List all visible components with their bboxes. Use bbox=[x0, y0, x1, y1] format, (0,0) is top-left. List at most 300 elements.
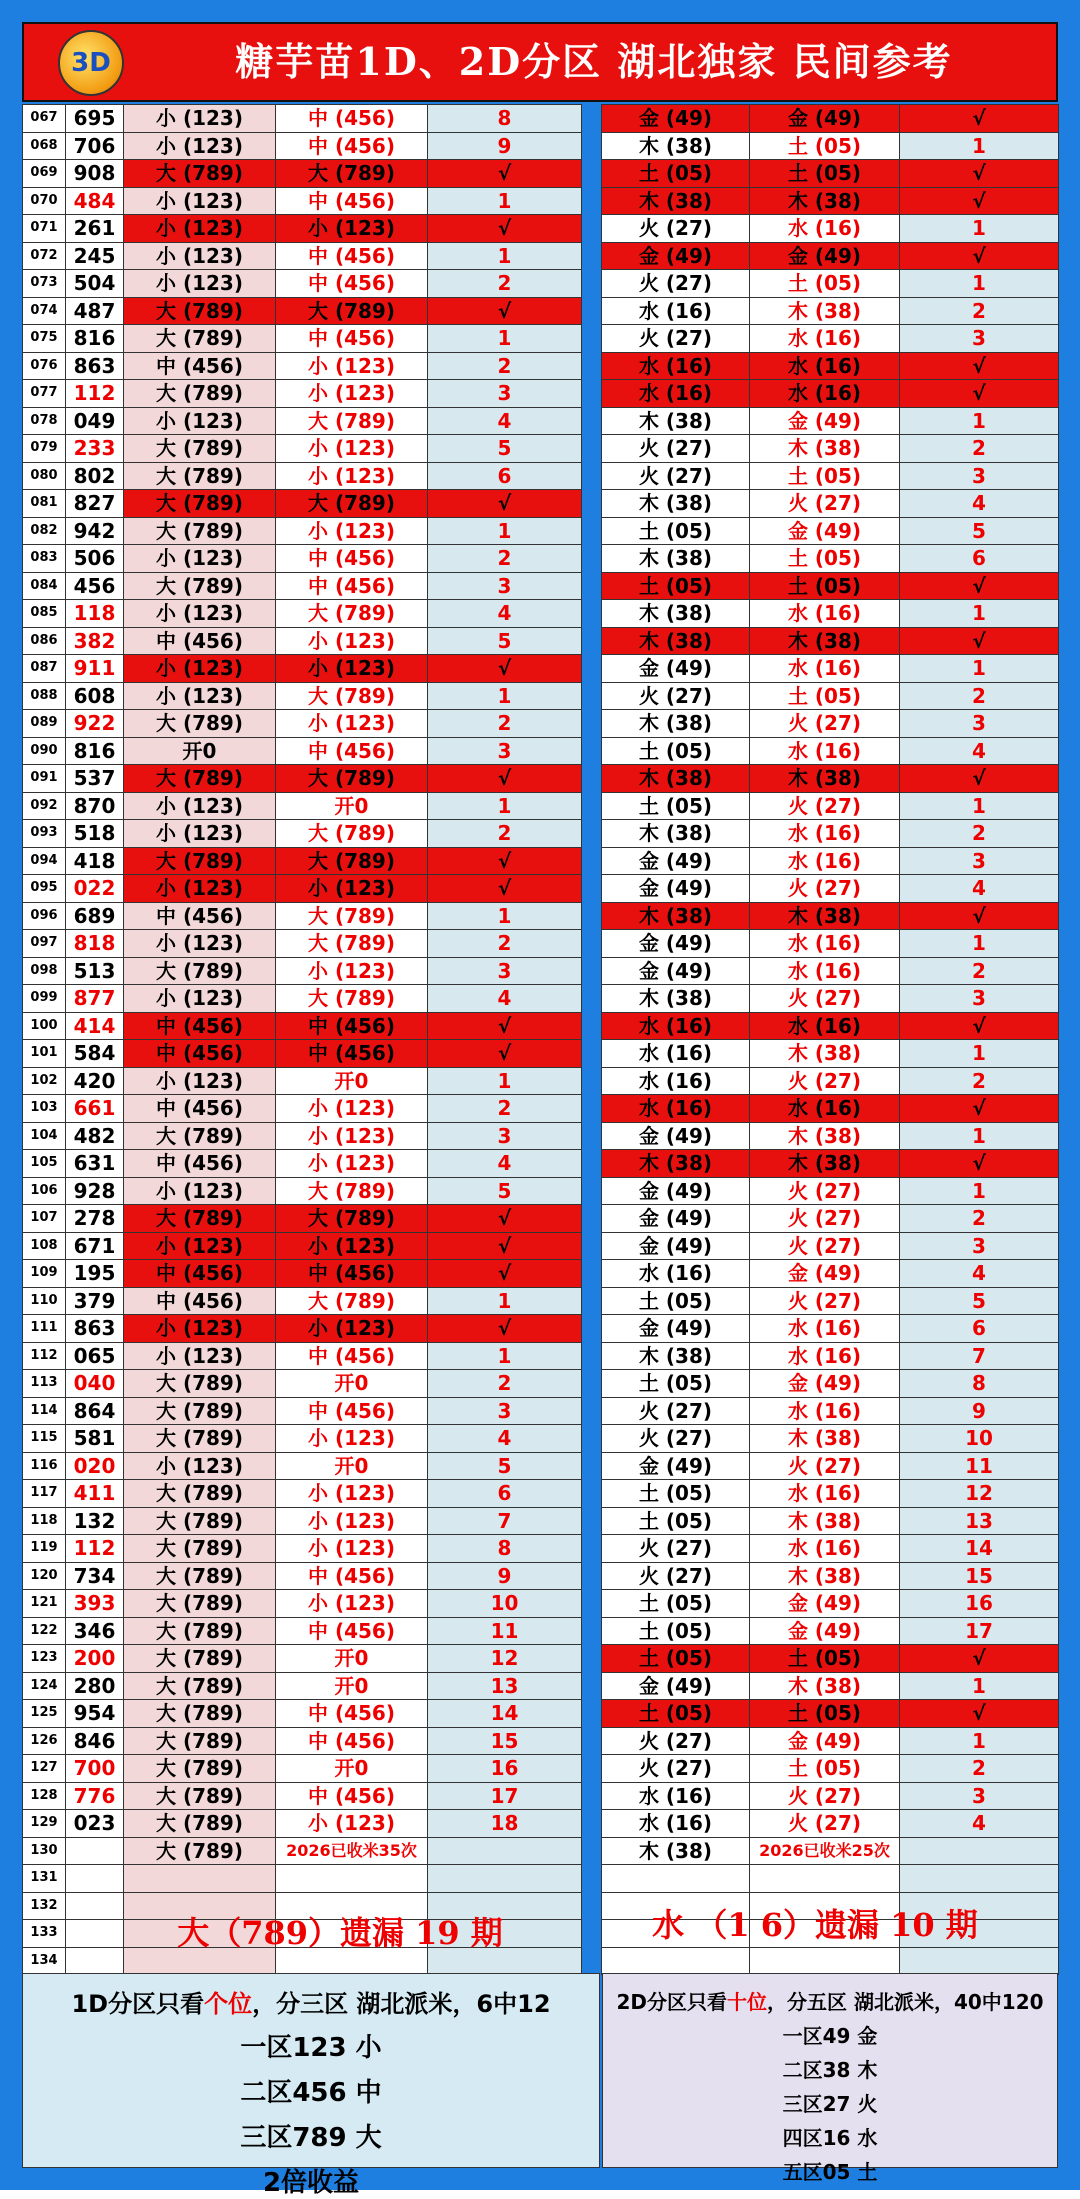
right-col3-cell: 4 bbox=[900, 737, 1059, 765]
column-gap bbox=[582, 1012, 602, 1040]
table-row bbox=[23, 985, 1059, 1013]
period-cell: 116 bbox=[23, 1452, 66, 1480]
table-row bbox=[23, 1232, 1059, 1260]
column-gap bbox=[582, 1205, 602, 1233]
left-col2-cell: 中 (456) bbox=[276, 105, 428, 133]
right-col3-cell: 1 bbox=[900, 215, 1059, 243]
left-col3-cell: 2 bbox=[428, 270, 582, 298]
right-col3-cell: 15 bbox=[900, 1562, 1059, 1590]
draw-cell: 506 bbox=[66, 545, 124, 573]
period-cell: 123 bbox=[23, 1645, 66, 1673]
right-note-heading bbox=[603, 1986, 1057, 2015]
right-col3-cell: 1 bbox=[900, 1040, 1059, 1068]
left-col3-cell: 5 bbox=[428, 1452, 582, 1480]
table-row bbox=[23, 407, 1059, 435]
left-col1-cell: 中 (456) bbox=[124, 1260, 276, 1288]
column-gap bbox=[582, 1590, 602, 1618]
table-row bbox=[23, 1012, 1059, 1040]
left-col2-cell: 大 (789) bbox=[276, 847, 428, 875]
right-col3-cell: 1 bbox=[900, 407, 1059, 435]
right-col2-cell: 木 (38) bbox=[750, 1150, 900, 1178]
left-col1-cell: 中 (456) bbox=[124, 1287, 276, 1315]
right-col3-cell: √ bbox=[900, 187, 1059, 215]
left-col3-cell: 18 bbox=[428, 1810, 582, 1838]
left-col3-cell: √ bbox=[428, 1205, 582, 1233]
right-col2-cell: 木 (38) bbox=[750, 765, 900, 793]
table-row bbox=[23, 902, 1059, 930]
right-col1-cell: 水 (16) bbox=[602, 1260, 750, 1288]
left-col3-cell: 6 bbox=[428, 1480, 582, 1508]
column-gap bbox=[582, 847, 602, 875]
left-col3-cell: 1 bbox=[428, 1287, 582, 1315]
right-col1-cell: 火 (27) bbox=[602, 462, 750, 490]
left-col1-cell: 大 (789) bbox=[124, 1645, 276, 1673]
left-col2-cell: 开0 bbox=[276, 1672, 428, 1700]
left-col2-cell bbox=[276, 1865, 428, 1893]
right-col1-cell: 水 (16) bbox=[602, 297, 750, 325]
period-cell: 106 bbox=[23, 1177, 66, 1205]
left-col2-cell: 开0 bbox=[276, 1755, 428, 1783]
right-col1-cell: 木 (38) bbox=[602, 985, 750, 1013]
column-gap bbox=[582, 1810, 602, 1838]
column-gap bbox=[582, 820, 602, 848]
right-col1-cell: 土 (05) bbox=[602, 517, 750, 545]
right-note-line: 二区38 木 bbox=[782, 2058, 878, 2082]
left-col3-cell: 3 bbox=[428, 1122, 582, 1150]
period-cell: 134 bbox=[23, 1947, 66, 1975]
draw-cell: 816 bbox=[66, 737, 124, 765]
left-col1-cell: 小 (123) bbox=[124, 1342, 276, 1370]
period-cell: 078 bbox=[23, 407, 66, 435]
left-col3-cell: 5 bbox=[428, 627, 582, 655]
left-col3-cell: 4 bbox=[428, 407, 582, 435]
table-row bbox=[23, 1755, 1059, 1783]
left-col1-cell: 大 (789) bbox=[124, 1837, 276, 1865]
right-col1-cell: 木 (38) bbox=[602, 627, 750, 655]
table-row bbox=[23, 380, 1059, 408]
right-col1-cell: 金 (49) bbox=[602, 957, 750, 985]
draw-cell: 484 bbox=[66, 187, 124, 215]
right-col2-cell: 木 (38) bbox=[750, 1040, 900, 1068]
column-gap bbox=[582, 325, 602, 353]
right-col1-cell: 土 (05) bbox=[602, 1700, 750, 1728]
left-col3-cell: 3 bbox=[428, 957, 582, 985]
left-col2-cell: 小 (123) bbox=[276, 1232, 428, 1260]
period-cell: 105 bbox=[23, 1150, 66, 1178]
left-col3-cell: 4 bbox=[428, 1425, 582, 1453]
left-col1-cell: 大 (789) bbox=[124, 957, 276, 985]
right-col1-cell bbox=[602, 1865, 750, 1893]
right-col1-cell: 火 (27) bbox=[602, 1562, 750, 1590]
left-col1-cell: 大 (789) bbox=[124, 1755, 276, 1783]
left-col3-cell: 4 bbox=[428, 600, 582, 628]
left-col2-cell: 大 (789) bbox=[276, 600, 428, 628]
table-row bbox=[23, 105, 1059, 133]
right-col3-cell: 4 bbox=[900, 1260, 1059, 1288]
right-col2-cell: 土 (05) bbox=[750, 1645, 900, 1673]
period-cell: 076 bbox=[23, 352, 66, 380]
right-col3-cell bbox=[900, 1865, 1059, 1893]
left-col1-cell: 大 (789) bbox=[124, 1425, 276, 1453]
table-row bbox=[23, 187, 1059, 215]
left-col3-cell: √ bbox=[428, 1232, 582, 1260]
right-col2-cell: 金 (49) bbox=[750, 105, 900, 133]
left-col2-cell: 小 (123) bbox=[276, 352, 428, 380]
right-col1-cell: 水 (16) bbox=[602, 1040, 750, 1068]
draw-cell: 118 bbox=[66, 600, 124, 628]
table-row bbox=[23, 352, 1059, 380]
left-col3-cell: 2 bbox=[428, 1370, 582, 1398]
period-cell: 104 bbox=[23, 1122, 66, 1150]
right-note-line: 五区05 土 bbox=[782, 2160, 878, 2184]
period-cell: 120 bbox=[23, 1562, 66, 1590]
right-col3-cell: 4 bbox=[900, 490, 1059, 518]
right-col3-cell: √ bbox=[900, 1700, 1059, 1728]
column-gap bbox=[582, 1535, 602, 1563]
left-col1-cell: 小 (123) bbox=[124, 270, 276, 298]
draw-cell: 846 bbox=[66, 1727, 124, 1755]
left-col1-cell: 小 (123) bbox=[124, 132, 276, 160]
right-col1-cell: 木 (38) bbox=[602, 600, 750, 628]
left-col1-cell: 大 (789) bbox=[124, 1507, 276, 1535]
table-row bbox=[23, 1205, 1059, 1233]
draw-cell: 877 bbox=[66, 985, 124, 1013]
left-note-text-c: ，分三区 湖北派米，6中12 bbox=[252, 1990, 551, 2018]
left-col1-cell: 小 (123) bbox=[124, 105, 276, 133]
right-col1-cell: 火 (27) bbox=[602, 215, 750, 243]
draw-cell: 734 bbox=[66, 1562, 124, 1590]
left-col1-cell: 小 (123) bbox=[124, 407, 276, 435]
right-col1-cell: 水 (16) bbox=[602, 352, 750, 380]
table-row bbox=[23, 1260, 1059, 1288]
left-col3-cell: 3 bbox=[428, 572, 582, 600]
draw-cell: 908 bbox=[66, 160, 124, 188]
right-col3-cell: √ bbox=[900, 1645, 1059, 1673]
right-col2-cell: 火 (27) bbox=[750, 1177, 900, 1205]
table-row bbox=[23, 820, 1059, 848]
draw-cell: 022 bbox=[66, 875, 124, 903]
draw-cell: 776 bbox=[66, 1782, 124, 1810]
left-col1-cell: 中 (456) bbox=[124, 902, 276, 930]
left-col2-cell: 中 (456) bbox=[276, 1700, 428, 1728]
period-cell: 108 bbox=[23, 1232, 66, 1260]
table-row bbox=[23, 215, 1059, 243]
period-cell: 093 bbox=[23, 820, 66, 848]
right-col3-cell: 1 bbox=[900, 655, 1059, 683]
left-col3-cell: 11 bbox=[428, 1617, 582, 1645]
left-col1-cell: 大 (789) bbox=[124, 1535, 276, 1563]
left-col1-cell: 大 (789) bbox=[124, 1370, 276, 1398]
right-col3-cell: 11 bbox=[900, 1452, 1059, 1480]
left-note-line: 一区123 小 bbox=[240, 2033, 382, 2063]
column-gap bbox=[582, 1892, 602, 1920]
right-col1-cell bbox=[602, 1947, 750, 1975]
right-col2-cell: 木 (38) bbox=[750, 1562, 900, 1590]
right-col3-cell: 2 bbox=[900, 435, 1059, 463]
logo-icon bbox=[58, 30, 124, 96]
period-cell: 095 bbox=[23, 875, 66, 903]
right-col3-cell: 5 bbox=[900, 1287, 1059, 1315]
column-gap bbox=[582, 105, 602, 133]
column-gap bbox=[582, 1260, 602, 1288]
left-col1-cell: 小 (123) bbox=[124, 1177, 276, 1205]
right-col3-cell: 16 bbox=[900, 1590, 1059, 1618]
period-cell: 101 bbox=[23, 1040, 66, 1068]
right-miss-banner: 水 （1 6）遗漏 10 期 bbox=[652, 1906, 978, 1944]
left-col1-cell: 大 (789) bbox=[124, 1672, 276, 1700]
draw-cell bbox=[66, 1920, 124, 1948]
draw-cell: 864 bbox=[66, 1397, 124, 1425]
left-col1-cell: 小 (123) bbox=[124, 682, 276, 710]
draw-cell: 261 bbox=[66, 215, 124, 243]
right-col1-cell: 土 (05) bbox=[602, 1590, 750, 1618]
draw-cell: 112 bbox=[66, 1535, 124, 1563]
column-gap bbox=[582, 930, 602, 958]
right-col2-cell: 火 (27) bbox=[750, 1287, 900, 1315]
left-note-text-b: 个位 bbox=[204, 1990, 253, 2018]
left-col1-cell: 小 (123) bbox=[124, 985, 276, 1013]
right-col1-cell: 木 (38) bbox=[602, 1837, 750, 1865]
left-col2-cell: 小 (123) bbox=[276, 1122, 428, 1150]
left-col1-cell: 大 (789) bbox=[124, 1617, 276, 1645]
left-col1-cell: 小 (123) bbox=[124, 242, 276, 270]
right-col3-cell: √ bbox=[900, 242, 1059, 270]
table-row bbox=[23, 1837, 1059, 1865]
left-col3-cell: √ bbox=[428, 847, 582, 875]
right-col1-cell: 火 (27) bbox=[602, 1535, 750, 1563]
left-col3-cell: 3 bbox=[428, 737, 582, 765]
left-col1-cell: 小 (123) bbox=[124, 930, 276, 958]
left-col2-cell: 中 (456) bbox=[276, 1617, 428, 1645]
left-col3-cell: 4 bbox=[428, 1150, 582, 1178]
left-col1-cell: 小 (123) bbox=[124, 655, 276, 683]
left-col1-cell: 中 (456) bbox=[124, 352, 276, 380]
right-col2-cell: 水 (16) bbox=[750, 1535, 900, 1563]
right-col1-cell: 金 (49) bbox=[602, 1177, 750, 1205]
period-cell: 074 bbox=[23, 297, 66, 325]
period-cell: 073 bbox=[23, 270, 66, 298]
right-col1-cell: 金 (49) bbox=[602, 1122, 750, 1150]
draw-cell: 671 bbox=[66, 1232, 124, 1260]
left-col2-cell: 小 (123) bbox=[276, 215, 428, 243]
period-cell: 072 bbox=[23, 242, 66, 270]
draw-cell bbox=[66, 1892, 124, 1920]
draw-cell: 537 bbox=[66, 765, 124, 793]
right-col3-cell: 2 bbox=[900, 957, 1059, 985]
left-col3-cell: √ bbox=[428, 160, 582, 188]
header-banner bbox=[22, 22, 1058, 102]
right-col1-cell: 水 (16) bbox=[602, 1012, 750, 1040]
left-col3-cell: 1 bbox=[428, 187, 582, 215]
table-row bbox=[23, 1672, 1059, 1700]
table-row bbox=[23, 490, 1059, 518]
period-cell: 071 bbox=[23, 215, 66, 243]
left-col2-cell: 大 (789) bbox=[276, 407, 428, 435]
page-title: 糖芋苗1D、2D分区 湖北独家 民间参考 bbox=[235, 39, 953, 84]
draw-cell: 954 bbox=[66, 1700, 124, 1728]
draw-cell: 870 bbox=[66, 792, 124, 820]
right-col2-cell: 木 (38) bbox=[750, 1507, 900, 1535]
draw-cell: 802 bbox=[66, 462, 124, 490]
table-row bbox=[23, 1562, 1059, 1590]
left-col2-cell: 中 (456) bbox=[276, 242, 428, 270]
left-col1-cell: 大 (789) bbox=[124, 325, 276, 353]
left-col2-cell: 中 (456) bbox=[276, 1342, 428, 1370]
period-cell: 086 bbox=[23, 627, 66, 655]
right-col2-cell: 木 (38) bbox=[750, 1425, 900, 1453]
right-col1-cell: 水 (16) bbox=[602, 1810, 750, 1838]
draw-cell: 816 bbox=[66, 325, 124, 353]
right-col1-cell: 木 (38) bbox=[602, 820, 750, 848]
right-col2-cell: 水 (16) bbox=[750, 380, 900, 408]
right-col1-cell: 金 (49) bbox=[602, 655, 750, 683]
right-note-line: 三区27 火 bbox=[782, 2092, 878, 2116]
right-col1-cell: 土 (05) bbox=[602, 1617, 750, 1645]
draw-cell: 278 bbox=[66, 1205, 124, 1233]
right-col3-cell: 3 bbox=[900, 1232, 1059, 1260]
right-col1-cell: 金 (49) bbox=[602, 1205, 750, 1233]
right-col1-cell: 金 (49) bbox=[602, 105, 750, 133]
left-col3-cell: √ bbox=[428, 1260, 582, 1288]
right-col2-cell: 水 (16) bbox=[750, 215, 900, 243]
draw-cell: 504 bbox=[66, 270, 124, 298]
left-col3-cell: 2 bbox=[428, 710, 582, 738]
right-col1-cell: 金 (49) bbox=[602, 930, 750, 958]
column-gap bbox=[582, 1617, 602, 1645]
column-gap bbox=[582, 875, 602, 903]
right-col3-cell: 2 bbox=[900, 682, 1059, 710]
left-col2-cell: 中 (456) bbox=[276, 1727, 428, 1755]
left-col1-cell: 小 (123) bbox=[124, 792, 276, 820]
right-col2-cell: 火 (27) bbox=[750, 1232, 900, 1260]
left-col2-cell: 开0 bbox=[276, 1370, 428, 1398]
draw-cell: 245 bbox=[66, 242, 124, 270]
right-col1-cell: 金 (49) bbox=[602, 847, 750, 875]
period-cell: 083 bbox=[23, 545, 66, 573]
draw-cell: 911 bbox=[66, 655, 124, 683]
left-col3-cell: 1 bbox=[428, 517, 582, 545]
right-col2-cell: 金 (49) bbox=[750, 1370, 900, 1398]
column-gap bbox=[582, 1645, 602, 1673]
period-cell: 099 bbox=[23, 985, 66, 1013]
left-col2-cell: 大 (789) bbox=[276, 297, 428, 325]
draw-cell: 414 bbox=[66, 1012, 124, 1040]
left-col1-cell: 小 (123) bbox=[124, 1315, 276, 1343]
left-col1-cell: 大 (789) bbox=[124, 380, 276, 408]
left-col2-cell: 大 (789) bbox=[276, 985, 428, 1013]
right-col2-cell: 火 (27) bbox=[750, 1205, 900, 1233]
period-cell: 133 bbox=[23, 1920, 66, 1948]
column-gap bbox=[582, 352, 602, 380]
draw-cell: 280 bbox=[66, 1672, 124, 1700]
draw-cell: 200 bbox=[66, 1645, 124, 1673]
right-col1-cell: 土 (05) bbox=[602, 792, 750, 820]
column-gap bbox=[582, 1672, 602, 1700]
period-cell: 113 bbox=[23, 1370, 66, 1398]
column-gap bbox=[582, 710, 602, 738]
column-gap bbox=[582, 655, 602, 683]
period-cell: 128 bbox=[23, 1782, 66, 1810]
column-gap bbox=[582, 132, 602, 160]
left-col2-cell: 小 (123) bbox=[276, 875, 428, 903]
left-col2-cell: 小 (123) bbox=[276, 627, 428, 655]
right-col1-cell: 火 (27) bbox=[602, 1755, 750, 1783]
left-col1-cell: 小 (123) bbox=[124, 600, 276, 628]
right-col3-cell: 1 bbox=[900, 1122, 1059, 1150]
table-row bbox=[23, 1397, 1059, 1425]
right-col3-cell: 2 bbox=[900, 1755, 1059, 1783]
right-col3-cell: √ bbox=[900, 1095, 1059, 1123]
right-col2-cell: 土 (05) bbox=[750, 132, 900, 160]
left-col3-cell: 13 bbox=[428, 1672, 582, 1700]
draw-cell: 513 bbox=[66, 957, 124, 985]
left-col2-cell: 大 (789) bbox=[276, 820, 428, 848]
right-col1-cell: 木 (38) bbox=[602, 902, 750, 930]
left-col2-cell: 小 (123) bbox=[276, 655, 428, 683]
data-table bbox=[22, 104, 1059, 1975]
draw-cell: 379 bbox=[66, 1287, 124, 1315]
table-row bbox=[23, 435, 1059, 463]
period-cell: 109 bbox=[23, 1260, 66, 1288]
left-col3-cell: 1 bbox=[428, 902, 582, 930]
left-col2-cell: 中 (456) bbox=[276, 325, 428, 353]
table-row bbox=[23, 1067, 1059, 1095]
right-col2-cell: 木 (38) bbox=[750, 435, 900, 463]
right-col3-cell: √ bbox=[900, 380, 1059, 408]
right-col1-cell: 土 (05) bbox=[602, 1645, 750, 1673]
draw-cell bbox=[66, 1837, 124, 1865]
left-col2-cell: 大 (789) bbox=[276, 765, 428, 793]
right-col1-cell: 火 (27) bbox=[602, 1727, 750, 1755]
column-gap bbox=[582, 572, 602, 600]
table-row bbox=[23, 1507, 1059, 1535]
right-col3-cell: √ bbox=[900, 1012, 1059, 1040]
period-cell: 077 bbox=[23, 380, 66, 408]
draw-cell: 420 bbox=[66, 1067, 124, 1095]
period-cell: 122 bbox=[23, 1617, 66, 1645]
draw-cell: 695 bbox=[66, 105, 124, 133]
draw-cell: 706 bbox=[66, 132, 124, 160]
left-col1-cell bbox=[124, 1865, 276, 1893]
table-row bbox=[23, 682, 1059, 710]
period-cell: 082 bbox=[23, 517, 66, 545]
left-col3-cell bbox=[428, 1865, 582, 1893]
right-col2-cell: 火 (27) bbox=[750, 792, 900, 820]
right-col1-cell: 火 (27) bbox=[602, 682, 750, 710]
table-row bbox=[23, 1287, 1059, 1315]
period-cell: 102 bbox=[23, 1067, 66, 1095]
period-cell: 097 bbox=[23, 930, 66, 958]
right-col2-cell: 木 (38) bbox=[750, 1672, 900, 1700]
right-col2-cell: 2026已收米25次 bbox=[750, 1837, 900, 1865]
left-miss-banner: 大（789）遗漏 19 期 bbox=[177, 1914, 503, 1952]
right-col1-cell: 金 (49) bbox=[602, 242, 750, 270]
right-col1-cell: 木 (38) bbox=[602, 132, 750, 160]
right-col2-cell: 金 (49) bbox=[750, 407, 900, 435]
right-col1-cell: 金 (49) bbox=[602, 1452, 750, 1480]
draw-cell bbox=[66, 1865, 124, 1893]
right-col1-cell: 土 (05) bbox=[602, 1507, 750, 1535]
column-gap bbox=[582, 545, 602, 573]
left-col2-cell: 开0 bbox=[276, 1452, 428, 1480]
right-col1-cell: 水 (16) bbox=[602, 1782, 750, 1810]
period-cell: 117 bbox=[23, 1480, 66, 1508]
left-col3-cell bbox=[428, 1837, 582, 1865]
column-gap bbox=[582, 1755, 602, 1783]
left-col3-cell: √ bbox=[428, 297, 582, 325]
column-gap bbox=[582, 160, 602, 188]
column-gap bbox=[582, 1342, 602, 1370]
